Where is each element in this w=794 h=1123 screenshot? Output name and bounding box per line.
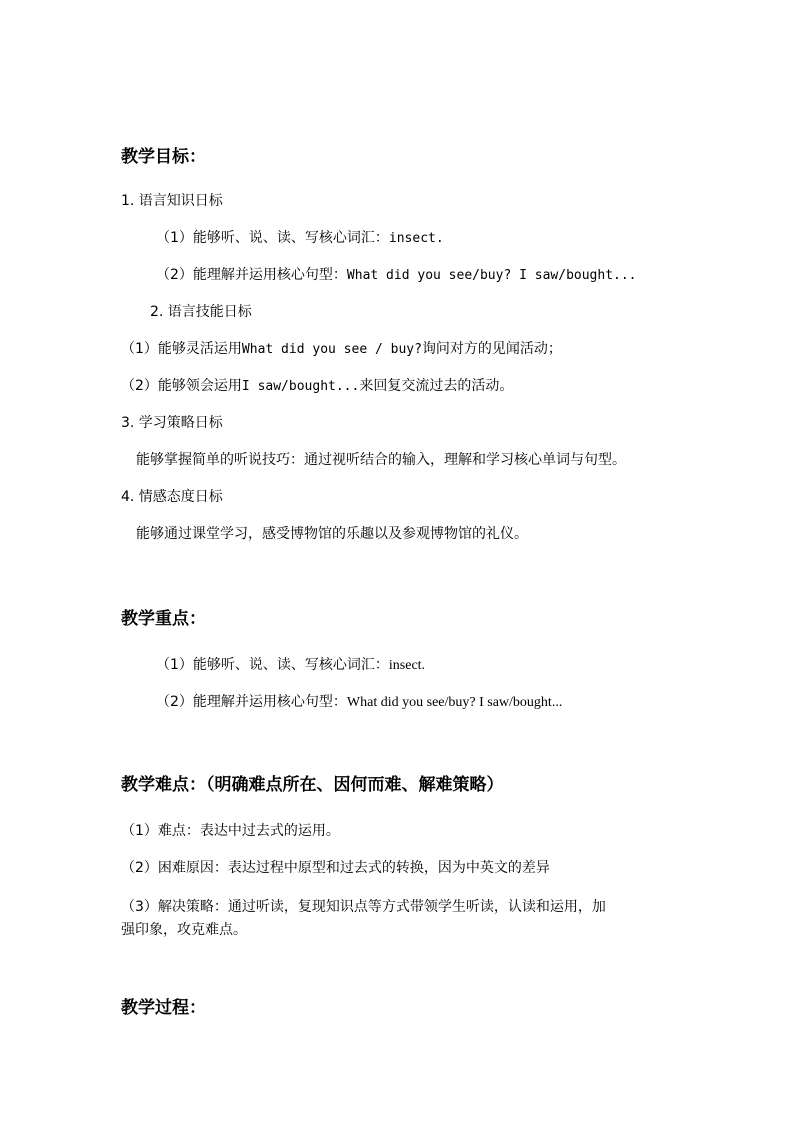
key-point-item-a: [156, 656, 425, 675]
objective-1-item-a: [156, 229, 444, 248]
objective-1-item-a-word: insect.: [388, 231, 444, 246]
objectives-heading: 教学目标：: [121, 147, 206, 167]
objective-2-item-b: [121, 377, 513, 396]
objective-2-title: 2. 语言技能日标: [150, 304, 252, 320]
objective-2-item-b-suffix: 来回复交流过去的活动。: [359, 378, 514, 394]
objective-2-item-a-suffix: 询问对方的见闻活动；: [421, 341, 562, 357]
key-point-item-b-sentence: What did you see/buy? I saw/bought...: [346, 695, 563, 710]
objective-3-title: 3. 学习策略日标: [121, 415, 223, 431]
key-point-item-a-word: insect.: [388, 658, 426, 673]
objective-1-item-b-text: （2）能理解并运用核心句型：: [156, 267, 347, 283]
process-heading: 教学过程：: [121, 998, 206, 1018]
difficulty-item-3-line2: 强印象，攻克难点。: [121, 922, 247, 938]
objective-2-item-b-text: （2）能够领会运用: [121, 378, 242, 394]
objective-4-text: 能够通过课堂学习，感受博物馆的乐趣以及参观博物馆的礼仪。: [136, 526, 528, 542]
difficulties-heading: 教学难点：（明确难点所在、因何而难、解难策略）: [121, 775, 504, 795]
objective-3-text: 能够掌握简单的听说技巧：通过视听结合的输入，理解和学习核心单词与句型。: [136, 452, 626, 468]
objective-2-item-a-sentence: What did you see / buy?: [241, 342, 422, 357]
objective-2-item-b-sentence: I saw/bought...: [241, 379, 360, 394]
objective-1-title: 1. 语言知识日标: [121, 193, 223, 209]
difficulty-item-2: （2）困难原因：表达过程中原型和过去式的转换，因为中英文的差异: [121, 860, 550, 876]
difficulty-item-1: （1）难点：表达中过去式的运用。: [121, 823, 340, 839]
objective-4-title: 4. 情感态度日标: [121, 489, 223, 505]
objective-1-item-a-text: （1）能够听、说、读、写核心词汇：: [156, 230, 389, 246]
key-point-item-a-text: （1）能够听、说、读、写核心词汇：: [156, 657, 389, 673]
objective-2-item-a-text: （1）能够灵活运用: [121, 341, 242, 357]
key-point-item-b-text: （2）能理解并运用核心句型：: [156, 694, 347, 710]
key-point-item-b: [156, 693, 562, 712]
difficulty-item-3-line1: （3）解决策略：通过听读，复现知识点等方式带领学生听读，认读和运用，加: [121, 899, 606, 915]
objective-1-item-b: [156, 266, 637, 285]
objective-2-item-a: [121, 340, 562, 359]
key-points-heading: 教学重点：: [121, 609, 206, 629]
objective-1-item-b-sentence: What did you see/buy? I saw/bought...: [346, 268, 637, 283]
